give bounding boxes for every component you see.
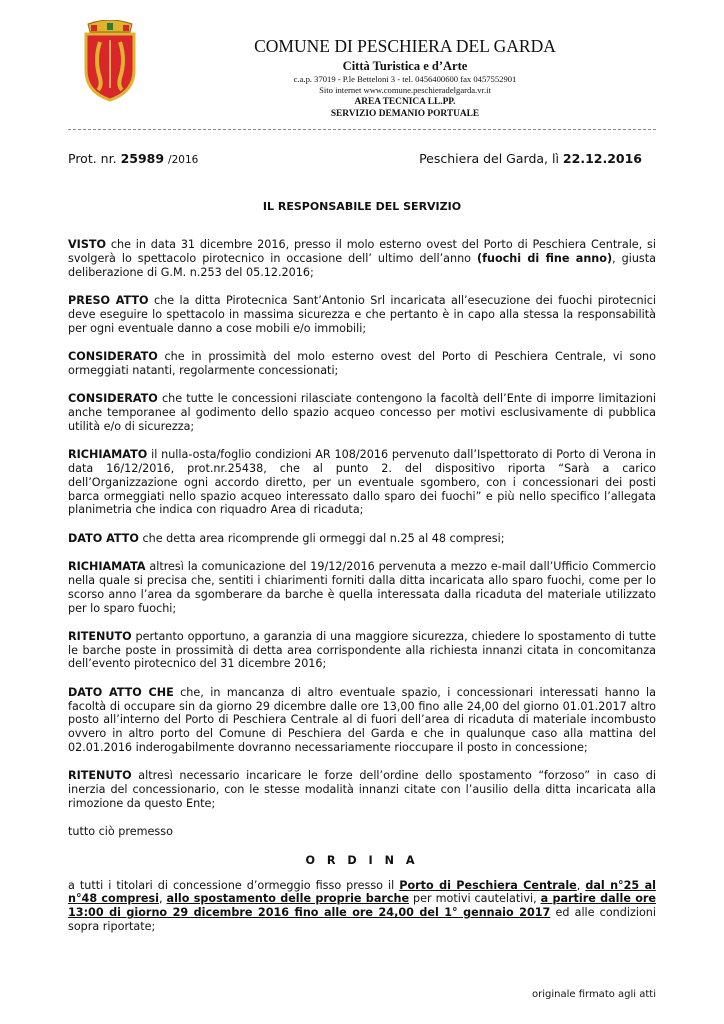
protocol-number: 25989 <box>120 151 165 166</box>
document-date: 22.12.2016 <box>562 151 642 166</box>
protocol-line <box>68 151 198 166</box>
paragraph-considerato-2: CONSIDERATO che tutte le concessioni rilasciate contengono la facoltà dell’Ente di imporre limitazioni anche temporanee al godimento dello spazio acqueo concesso per motivi esclusivamente di pubblica utilità e/o di sicurezza; <box>68 392 656 433</box>
ordina-heading: O R D I N A <box>305 853 419 867</box>
paragraph-preso-atto: PRESO ATTO che la ditta Pirotecnica Sant’Antonio Srl incaricata all’esecuzione dei fuochi pirotecnici deve eseguire lo spettacolo in massima sicurezza e che pertanto è in capo alla stessa la responsabilità per ogni eventuale danno a cose mobili e/o immobili; <box>68 293 656 335</box>
protocol-label: Prot. nr. <box>68 151 117 166</box>
paragraph-ritenuto-1: RITENUTO pertanto opportuno, a garanzia di una maggiore sicurezza, chiedere lo spostamento di tutte le barche poste in prossimità di detta area corrispondente alla richiesta innanzi citata in concomitanza dell’evento pirotecnico del 31 dicembre 2016; <box>68 629 656 671</box>
section-heading: IL RESPONSABILE DEL SERVIZIO <box>262 200 462 213</box>
protocol-year: /2016 <box>168 154 199 166</box>
department-area: AREA TECNICA LL.PP. <box>354 97 456 107</box>
paragraph-ritenuto-2: RITENUTO altresì necessario incaricare le forze dell’ordine dello spostamento “forzoso” in caso di inerzia del concessionario, con le stesse modalità innanzi citate con l’ausilio della ditta incaricata alla rimozione da questo Ente; <box>68 769 656 811</box>
paragraph-premesso: tutto ciò premesso <box>68 825 173 839</box>
paragraph-dato-atto-che: DATO ATTO CHE che, in mancanza di altro eventuale spazio, i concessionari interessati hanno la facoltà di occupare sin da giorno 29 dicembre dalle ore 13,00 fino alle 24,00 del giorno 01.01.2017 altro posto all’interno del Porto di Peschiera Centrale al di fuori dell’area di ricaduta di materiale incombusto ovvero in altro porto del Comune di Peschiera del Garda e che in qualunque caso alla mattina del 02.01.2016 inderogabilmente dovranno necessariamente rioccupare il posto in concessione; <box>68 685 657 755</box>
paragraph-richiamata: RICHIAMATA altresì la comunicazione del 19/12/2016 pervenuta a mezzo e-mail dall’Ufficio Commercio nella quale si precisa che, sentiti i chiarimenti forniti dalla ditta incaricata allo sparo fuochi, come per lo scorso anno l’area da sgomberare da barche è quella interessata dalla ricaduta del materiale utilizzato per lo sparo fuochi; <box>68 560 656 615</box>
paragraph-ordina: a tutti i titolari di concessione d’ormeggio fisso presso il Porto di Peschiera Centrale, dal n°25 al n°48 compresi, allo spostamento delle proprie barche per motivi cautelativi, a partire dalle ore 13:00 di giorno 29 dicembre 2016 fino alle ore 24,00 del 1° gennaio 2017 ed alle condizioni sopra riportate; <box>68 878 657 934</box>
signature-note: originale firmato agli atti <box>532 989 656 1000</box>
paragraph-dato-atto: DATO ATTO che detta area ricomprende gli ormeggi dal n.25 al 48 compresi; <box>68 531 505 545</box>
municipality-title: COMUNE DI PESCHIERA DEL GARDA <box>254 36 556 56</box>
paragraph-considerato-1: CONSIDERATO che in prossimità del molo esterno ovest del Porto di Peschiera Centrale, vi sono ormeggiati natanti, regolarmente concessionati; <box>68 349 656 377</box>
municipal-crest-icon <box>80 20 140 102</box>
date-prefix: Peschiera del Garda, lì <box>419 151 559 166</box>
municipality-subtitle: Città Turistica e d’Arte <box>342 59 468 73</box>
contact-address: c.a.p. 37019 - P.le Betteloni 3 - tel. 0456400600 fax 0457552901 <box>293 74 517 84</box>
department-service: SERVIZIO DEMANIO PORTUALE <box>330 109 480 119</box>
document-body <box>68 238 656 948</box>
header-divider <box>68 129 656 130</box>
date-line <box>419 151 642 166</box>
paragraph-visto: VISTO che in data 31 dicembre 2016, presso il molo esterno ovest del Porto di Peschiera Centrale, si svolgerà lo spettacolo pirotecnico in occasione dell’ ultimo dell’anno (fuochi di fine anno), giusta deliberazione di G.M. n.253 del 05.12.2016; <box>68 238 656 279</box>
paragraph-richiamato: RICHIAMATO il nulla-osta/foglio condizioni AR 108/2016 pervenuto dall’Ispettorato di Porto di Verona in data 16/12/2016, prot.nr.25438, che al punto 2. del dispositivo riporta “Sarà a carico dell’Organizzazione ogni accordo diretto, per un eventuale sgombero, con i concessionari dei posti barca ormeggiati nello spazio acqueo interessato dallo sparo dei fuochi” e più nello specifico l’allegata planimetria che indica con riquadro Area di ricaduta; <box>68 448 656 517</box>
website-line: Sito internet www.comune.peschieradelgarda.vr.it <box>319 85 491 95</box>
